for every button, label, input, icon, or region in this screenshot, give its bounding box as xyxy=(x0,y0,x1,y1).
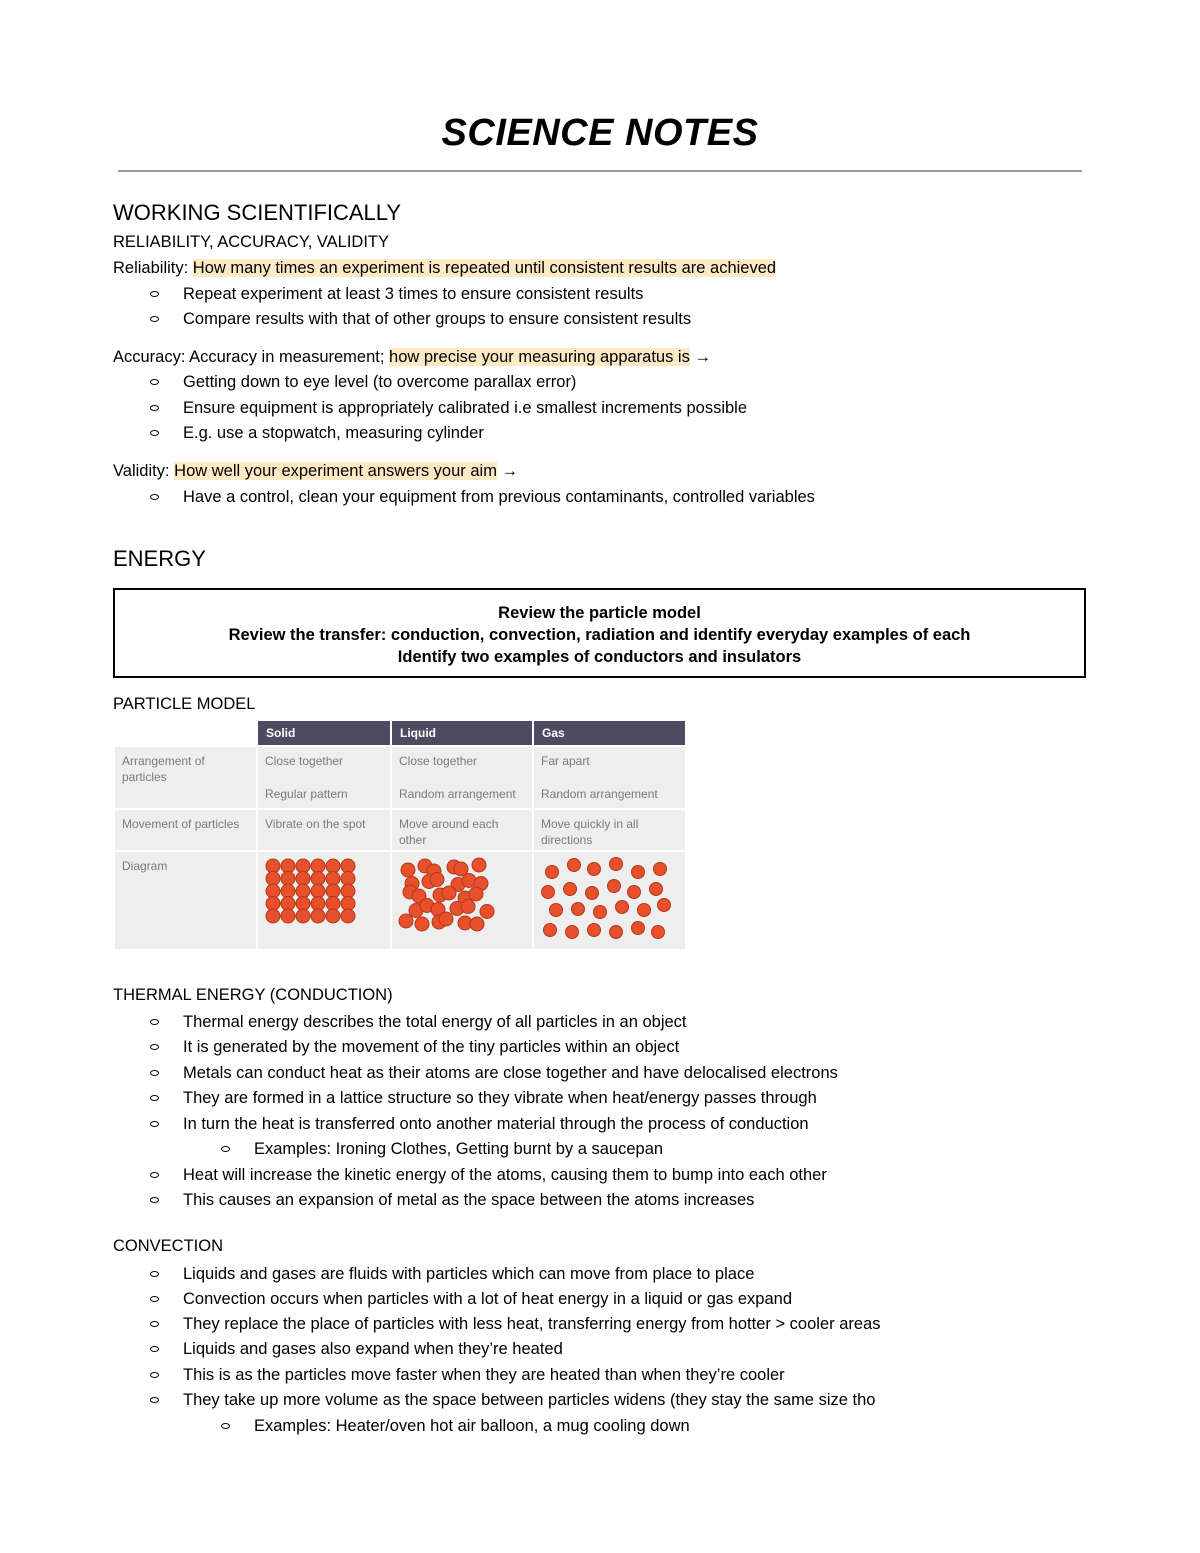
list-item xyxy=(183,1364,785,1386)
particle-dot xyxy=(281,872,295,886)
hollow-bullet-icon xyxy=(221,1423,230,1429)
cell-text: Random arrangement xyxy=(399,787,516,801)
particle-dot xyxy=(401,863,415,877)
validity-definition: How well your experiment answers your aim xyxy=(174,462,497,480)
bullet-text: Have a control, clean your equipment from previous contaminants, controlled variables xyxy=(183,488,815,506)
hollow-bullet-icon xyxy=(150,1296,159,1302)
bullet-text: Repeat experiment at least 3 times to ensure consistent results xyxy=(183,285,644,303)
list-item xyxy=(183,1389,875,1411)
particle-dot xyxy=(650,883,663,896)
list-item xyxy=(183,1011,687,1033)
particle-dot xyxy=(469,887,483,901)
particle-dot xyxy=(588,924,601,937)
bullet-text: Liquids and gases are fluids with particles which can move from place to place xyxy=(183,1265,755,1283)
list-item xyxy=(183,1164,827,1186)
particle-dot xyxy=(542,886,555,899)
bullet-text: Ensure equipment is appropriately calibrated i.e smallest increments possible xyxy=(183,399,748,417)
hollow-bullet-icon xyxy=(150,1095,159,1101)
particle-dot xyxy=(480,905,494,919)
list-item xyxy=(183,1062,838,1084)
particle-dot xyxy=(266,897,280,911)
table-cell xyxy=(258,852,390,949)
particle-dot xyxy=(610,926,623,939)
bullet-text: Convection occurs when particles with a lot of heat energy in a liquid or gas expand xyxy=(183,1290,793,1308)
review-line: Review the particle model xyxy=(498,604,701,622)
particle-dot xyxy=(281,897,295,911)
bullet-text: Compare results with that of other groups to ensure consistent results xyxy=(183,310,692,328)
particle-dot xyxy=(296,909,310,923)
bullet-text: Metals can conduct heat as their atoms are close together and have delocalised electrons xyxy=(183,1064,838,1082)
liquid-particles-diagram xyxy=(392,852,532,949)
particle-dot xyxy=(341,872,355,886)
list-item xyxy=(183,283,643,305)
particle-dot xyxy=(266,884,280,898)
particle-dot xyxy=(341,909,355,923)
reliability-label: Reliability: xyxy=(113,259,189,277)
hollow-bullet-icon xyxy=(150,405,159,411)
page-title: SCIENCE NOTES xyxy=(441,112,759,154)
hollow-bullet-icon xyxy=(150,1172,159,1178)
bullet-text: This causes an expansion of metal as the space between the atoms increases xyxy=(183,1191,755,1209)
hollow-bullet-icon xyxy=(150,1397,159,1403)
thermal-energy-heading: THERMAL ENERGY (CONDUCTION) xyxy=(113,986,393,1004)
accuracy-definition: how precise your measuring apparatus is xyxy=(389,348,690,366)
hollow-bullet-icon xyxy=(150,1197,159,1203)
bullet-text: Examples: Heater/oven hot air balloon, a mug cooling down xyxy=(254,1417,690,1435)
particle-dot xyxy=(586,887,599,900)
particle-dot xyxy=(652,926,665,939)
cell-text: Random arrangement xyxy=(541,787,658,801)
particle-dot xyxy=(566,926,579,939)
hollow-bullet-icon xyxy=(150,494,159,500)
list-item xyxy=(183,1338,563,1360)
row-label-arrangement: Arrangement of particles xyxy=(115,747,256,808)
hollow-bullet-icon xyxy=(150,379,159,385)
reliability-definition: How many times an experiment is repeated until consistent results are achieved xyxy=(192,259,777,277)
particle-dot xyxy=(266,909,280,923)
particle-dot xyxy=(439,912,453,926)
cell-text: Far apart xyxy=(541,754,590,768)
particle-dot xyxy=(632,866,645,879)
table-cell xyxy=(392,747,532,808)
list-item xyxy=(254,1415,690,1437)
particle-dot xyxy=(341,884,355,898)
accuracy-label: Accuracy: Accuracy in measurement; xyxy=(113,348,385,366)
particle-dot xyxy=(632,922,645,935)
section-heading-working-scientifically: WORKING SCIENTIFICALLY xyxy=(113,200,402,225)
table-cell: Move around each other xyxy=(392,810,532,850)
gas-particles-diagram xyxy=(534,852,685,949)
bullet-text: They are formed in a lattice structure so they vibrate when heat/energy passes through xyxy=(183,1089,817,1107)
column-header-solid: Solid xyxy=(258,721,390,745)
particle-dot xyxy=(550,904,563,917)
review-line: Identify two examples of conductors and insulators xyxy=(397,648,802,666)
list-item xyxy=(183,308,691,330)
arrow-icon: → xyxy=(694,348,711,366)
particle-dot xyxy=(568,859,581,872)
particle-dot xyxy=(399,914,413,928)
list-item xyxy=(254,1138,663,1160)
review-box xyxy=(113,588,1086,678)
hollow-bullet-icon xyxy=(150,1271,159,1277)
subheading-reliability-accuracy-validity: RELIABILITY, ACCURACY, VALIDITY xyxy=(113,233,390,251)
cell-text: Close together xyxy=(265,754,344,768)
particle-dot xyxy=(326,909,340,923)
particle-dot xyxy=(311,859,325,873)
bullet-text: Thermal energy describes the total energy of all particles in an object xyxy=(183,1013,687,1031)
hollow-bullet-icon xyxy=(150,1346,159,1352)
list-item xyxy=(183,1087,817,1109)
cell-text: Regular pattern xyxy=(265,787,348,801)
bullet-text: Heat will increase the kinetic energy of the atoms, causing them to bump into each other xyxy=(183,1166,827,1184)
hollow-bullet-icon xyxy=(150,430,159,436)
particle-dot xyxy=(638,904,651,917)
title-divider xyxy=(118,170,1082,172)
hollow-bullet-icon xyxy=(150,291,159,297)
list-item xyxy=(183,1288,792,1310)
particle-dot xyxy=(311,909,325,923)
accuracy-definition-line xyxy=(113,346,711,368)
cell-text: Close together xyxy=(399,754,478,768)
particle-model-heading: PARTICLE MODEL xyxy=(113,695,256,713)
particle-model-table xyxy=(115,721,685,949)
row-label-diagram: Diagram xyxy=(115,852,256,949)
table-cell xyxy=(258,747,390,808)
particle-dot xyxy=(610,858,623,871)
list-item xyxy=(183,397,747,419)
particle-dot xyxy=(341,859,355,873)
particle-dot xyxy=(341,897,355,911)
particle-dot xyxy=(326,884,340,898)
particle-dot xyxy=(281,909,295,923)
particle-dot xyxy=(326,859,340,873)
validity-label: Validity: xyxy=(113,462,170,480)
particle-dot xyxy=(442,886,456,900)
particle-dot xyxy=(658,899,671,912)
particle-dot xyxy=(628,886,641,899)
particle-dot xyxy=(296,859,310,873)
particle-dot xyxy=(326,897,340,911)
solid-particles-diagram xyxy=(258,852,390,949)
particle-dot xyxy=(472,858,486,872)
particle-dot xyxy=(594,906,607,919)
table-cell xyxy=(534,852,685,949)
particle-dot xyxy=(281,884,295,898)
particle-dot xyxy=(654,863,667,876)
bullet-text: E.g. use a stopwatch, measuring cylinder xyxy=(183,424,484,442)
table-cell xyxy=(534,747,685,808)
arrow-icon: → xyxy=(501,462,519,480)
table-cell: Move quickly in all directions xyxy=(534,810,685,850)
particle-dot xyxy=(296,897,310,911)
particle-dot xyxy=(326,872,340,886)
bullet-text: Examples: Ironing Clothes, Getting burnt by a saucepan xyxy=(254,1140,664,1158)
particle-dot xyxy=(564,883,577,896)
section-heading-energy: ENERGY xyxy=(113,546,206,571)
bullet-text: It is generated by the movement of the tiny particles within an object xyxy=(183,1038,680,1056)
hollow-bullet-icon xyxy=(221,1146,230,1152)
particle-dot xyxy=(608,880,621,893)
hollow-bullet-icon xyxy=(150,1121,159,1127)
list-item xyxy=(183,1036,679,1058)
hollow-bullet-icon xyxy=(150,1044,159,1050)
particle-dot xyxy=(572,903,585,916)
hollow-bullet-icon xyxy=(150,316,159,322)
list-item xyxy=(183,1113,809,1135)
column-header-liquid: Liquid xyxy=(392,721,532,745)
convection-heading: CONVECTION xyxy=(113,1237,224,1255)
bullet-text: They take up more volume as the space between particles widens (they stay the same size tho xyxy=(183,1391,876,1409)
particle-dot xyxy=(296,884,310,898)
hollow-bullet-icon xyxy=(150,1019,159,1025)
reliability-definition-line xyxy=(113,257,776,279)
list-item xyxy=(183,486,815,508)
particle-dot xyxy=(311,872,325,886)
particle-dot xyxy=(266,859,280,873)
hollow-bullet-icon xyxy=(150,1070,159,1076)
particle-dot xyxy=(588,863,601,876)
list-item xyxy=(183,1263,754,1285)
list-item xyxy=(183,1189,754,1211)
particle-dot xyxy=(296,872,310,886)
bullet-text: Getting down to eye level (to overcome parallax error) xyxy=(183,373,577,391)
row-label-movement: Movement of particles xyxy=(115,810,256,850)
particle-dot xyxy=(311,897,325,911)
particle-dot xyxy=(470,917,484,931)
bullet-text: This is as the particles move faster when they are heated than when they’re cooler xyxy=(183,1366,785,1384)
bullet-text: They replace the place of particles with less heat, transferring energy from hotter > cooler areas xyxy=(183,1315,881,1333)
review-line: Review the transfer: conduction, convection, radiation and identify everyday examples of each xyxy=(228,626,971,644)
particle-dot xyxy=(616,901,629,914)
particle-dot xyxy=(430,873,444,887)
hollow-bullet-icon xyxy=(150,1372,159,1378)
particle-dot xyxy=(415,917,429,931)
hollow-bullet-icon xyxy=(150,1321,159,1327)
bullet-text: In turn the heat is transferred onto another material through the process of conduction xyxy=(183,1115,809,1133)
table-cell: Vibrate on the spot xyxy=(258,810,390,850)
table-cell xyxy=(392,852,532,949)
list-item xyxy=(183,371,576,393)
list-item xyxy=(183,1313,880,1335)
validity-definition-line xyxy=(113,460,518,482)
particle-dot xyxy=(544,924,557,937)
column-header-gas: Gas xyxy=(534,721,685,745)
particle-dot xyxy=(311,884,325,898)
particle-dot xyxy=(281,859,295,873)
particle-dot xyxy=(266,872,280,886)
bullet-text: Liquids and gases also expand when they’re heated xyxy=(183,1340,563,1358)
particle-dot xyxy=(461,900,475,914)
particle-dot xyxy=(546,866,559,879)
list-item xyxy=(183,422,484,444)
